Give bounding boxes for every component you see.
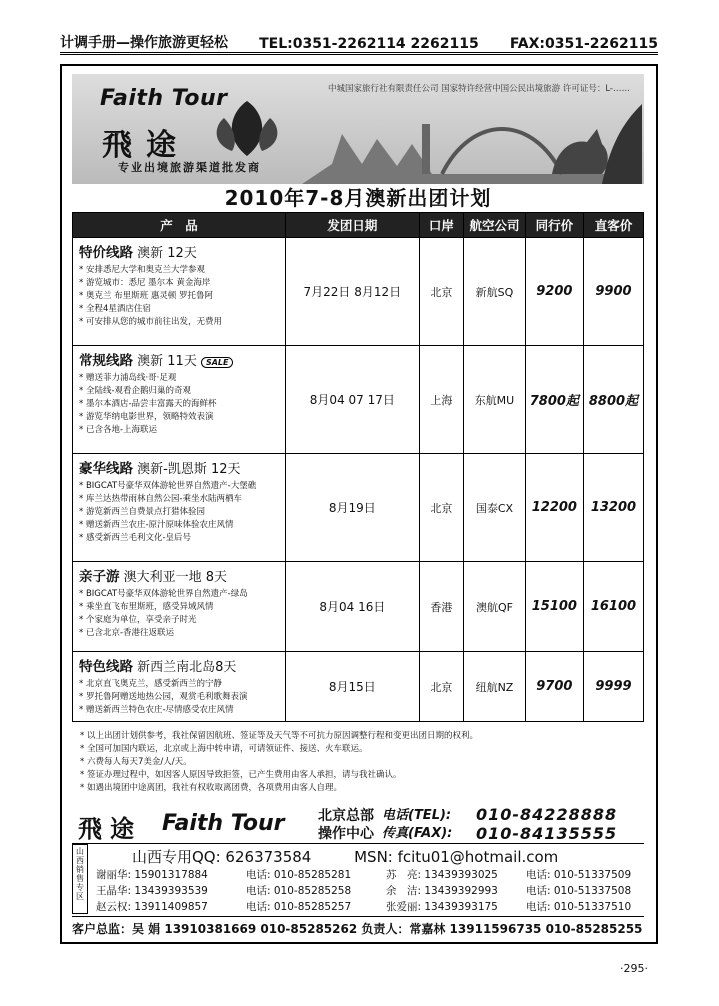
- feature-item: * 已含北京-香港往返联运: [79, 627, 279, 640]
- port: 香港: [419, 562, 464, 652]
- tour-plan-table: [72, 212, 644, 722]
- col-dates: 发团日期: [286, 213, 419, 238]
- table-row: [73, 652, 644, 722]
- staff-row: [96, 866, 644, 882]
- note-item: * 六费每人每天7美金/人/天。: [80, 756, 640, 769]
- banner: [72, 74, 644, 184]
- route-tag: 特价线路: [79, 245, 133, 261]
- product-cell: [73, 238, 286, 346]
- airline: 国泰CX: [464, 454, 526, 562]
- staff-phone: 电话: 010-51337509: [526, 868, 632, 881]
- ops-label: 操作中心: [318, 826, 374, 842]
- footer-tel: 010-84228888: [476, 805, 618, 824]
- port: 北京: [419, 238, 464, 346]
- tel-label: 电话(TEL):: [382, 808, 452, 823]
- retail-price: 13200: [583, 454, 643, 562]
- note-item: * 签证办理过程中，如因客人原因导致拒签，已产生费用由客人承担，请与我社确认。: [80, 769, 640, 782]
- msn-label: MSN: fcitu01@hotmail.com: [354, 848, 559, 866]
- feature-item: * 乘坐直飞布里斯班，感受异域风情: [79, 601, 279, 614]
- port: 上海: [419, 346, 464, 454]
- footer-fax: 010-84135555: [476, 824, 618, 843]
- feature-item: * 已含各地-上海联运: [79, 424, 279, 437]
- port: 北京: [419, 652, 464, 722]
- staff-list: [96, 866, 644, 914]
- leaf-logo-icon: [212, 96, 282, 166]
- col-airline: 航空公司: [464, 213, 526, 238]
- product-cell: [73, 652, 286, 722]
- staff-mobile: 赵云权: 13911409857: [96, 900, 208, 913]
- page-number: ·295·: [620, 962, 648, 975]
- departure-dates: 8月15日: [286, 652, 419, 722]
- fax-label: 传真(FAX):: [382, 826, 453, 841]
- table-header-row: [73, 213, 644, 238]
- retail-price: 9900: [583, 238, 643, 346]
- staff-phone: 电话: 010-51337508: [526, 884, 632, 897]
- feature-item: * 赠送新西兰特色农庄-尽情感受农庄风情: [79, 704, 279, 717]
- staff-row: [96, 882, 644, 898]
- staff-mobile: 张爱丽: 13439393175: [386, 900, 498, 913]
- header-fax: FAX:0351-2262115: [509, 36, 658, 52]
- footer-logo-cn: 飛途: [78, 814, 142, 843]
- qq-label: 山西专用QQ: 626373584: [132, 848, 312, 866]
- feature-item: * 个家庭为单位，享受亲子时光: [79, 614, 279, 627]
- logo-en: Faith Tour: [100, 86, 228, 111]
- feature-item: * 罗托鲁阿赠送地热公园，观赏毛利歌舞表演: [79, 691, 279, 704]
- footer-dept-labels: [318, 807, 374, 843]
- sydney-skyline-icon: [302, 94, 642, 184]
- route-name: 新西兰南北岛8天: [137, 660, 237, 675]
- feature-item: * 全程4星酒店住宿: [79, 303, 279, 316]
- feature-item: * BIGCAT号豪华双体游轮世界自然遗产-大堡礁: [79, 480, 279, 493]
- table-row: [73, 454, 644, 562]
- feature-item: * 库兰达热带雨林自然公园-乘坐水陆两栖车: [79, 493, 279, 506]
- departure-dates: 8月04 07 17日: [286, 346, 419, 454]
- feature-item: * 可安排从您的城市前往出发，无费用: [79, 316, 279, 329]
- route-tag: 特色线路: [79, 659, 133, 675]
- route-name: 澳大利亚一地 8天: [123, 570, 228, 585]
- note-item: * 以上出团计划供参考，我社保留因航班、签证等及天气等不可抗力原因调整行程和变更出团日期的权利。: [80, 730, 640, 743]
- departure-dates: 8月04 16日: [286, 562, 419, 652]
- retail-price: 16100: [583, 562, 643, 652]
- page-title: 2010年7-8月澳新出团计划: [224, 186, 492, 210]
- staff-mobile: 王晶华: 13439393539: [96, 884, 208, 897]
- route-tag: 常规线路: [79, 353, 133, 369]
- peer-price: 7800起: [525, 346, 583, 454]
- route-name: 澳新 12天: [137, 246, 197, 261]
- feature-item: * BIGCAT号豪华双体游轮世界自然遗产-绿岛: [79, 588, 279, 601]
- feature-item: * 北京直飞奥克兰，感受新西兰的宁静: [79, 678, 279, 691]
- product-cell: [73, 562, 286, 652]
- col-retail-price: 直客价: [583, 213, 643, 238]
- page-header: [60, 30, 658, 55]
- col-product: 产 品: [73, 213, 286, 238]
- tagline: 专业出境旅游渠道批发商: [118, 161, 261, 174]
- retail-price: 9999: [583, 652, 643, 722]
- header-slogan: 计调手册—操作旅游更轻松: [60, 35, 228, 51]
- peer-price: 12200: [525, 454, 583, 562]
- route-name: 澳新-凯恩斯 12天: [137, 462, 241, 477]
- feature-item: * 游览新西兰自费景点打猎体验园: [79, 506, 279, 519]
- staff-row: [96, 898, 644, 914]
- logo-cn: 飛途: [102, 128, 190, 163]
- contact-box: [72, 843, 644, 914]
- staff-mobile: 余 洁: 13439392993: [386, 884, 498, 897]
- feature-item: * 游览城市：悉尼 墨尔本 黄金海岸: [79, 277, 279, 290]
- manager-line: 客户总监：吴 娟 13910381669 010-85285262 负责人：常嘉林 13911596735 010-85285255: [72, 916, 644, 939]
- sale-badge: SALE: [201, 357, 234, 368]
- col-peer-price: 同行价: [525, 213, 583, 238]
- departure-dates: 7月22日 8月12日: [286, 238, 419, 346]
- airline: 新航SQ: [464, 238, 526, 346]
- feature-item: * 全陆线-观看企鹅归巢的奇观: [79, 385, 279, 398]
- product-cell: [73, 454, 286, 562]
- banner-cert: 中城国家旅行社有限责任公司 国家特许经营中国公民出境旅游 许可证号：L-……: [327, 84, 630, 94]
- departure-dates: 8月19日: [286, 454, 419, 562]
- col-port: 口岸: [419, 213, 464, 238]
- feature-item: * 游览华纳电影世界，领略特效表演: [79, 411, 279, 424]
- staff-phone: 电话: 010-85285281: [246, 868, 352, 881]
- table-row: [73, 238, 644, 346]
- feature-item: * 赠送菲力浦岛线·哥·足观: [79, 372, 279, 385]
- footer-logo-en: Faith Tour: [162, 811, 285, 836]
- peer-price: 9200: [525, 238, 583, 346]
- feature-item: * 安排悉尼大学和奥克兰大学参观: [79, 264, 279, 277]
- vertical-label: 山西销售专区: [72, 844, 88, 914]
- hq-label: 北京总部: [318, 808, 374, 824]
- header-tel: TEL:0351-2262114 2262115: [259, 36, 479, 52]
- feature-item: * 赠送新西兰农庄-原汁原味体验农庄风情: [79, 519, 279, 532]
- staff-phone: 电话: 010-85285257: [246, 900, 352, 913]
- staff-phone: 电话: 010-85285258: [246, 884, 352, 897]
- feature-item: * 感受新西兰毛利文化-皇后号: [79, 532, 279, 545]
- note-item: * 全国可加国内联运，北京或上海中转申请，可请领证件、接送、火车联运。: [80, 743, 640, 756]
- footer-numbers: [476, 805, 617, 843]
- staff-phone: 电话: 010-51337510: [526, 900, 632, 913]
- qq-msn-line: [132, 846, 558, 867]
- peer-price: 9700: [525, 652, 583, 722]
- port: 北京: [419, 454, 464, 562]
- footer-contact-labels: [382, 807, 452, 843]
- peer-price: 15100: [525, 562, 583, 652]
- airline: 东航MU: [464, 346, 526, 454]
- route-tag: 豪华线路: [79, 461, 133, 477]
- table-row: [73, 346, 644, 454]
- airline: 澳航QF: [464, 562, 526, 652]
- retail-price: 8800起: [583, 346, 643, 454]
- footer-brand: [72, 805, 644, 843]
- airline: 纽航NZ: [464, 652, 526, 722]
- table-row: [73, 562, 644, 652]
- route-name: 澳新 11天: [137, 354, 197, 369]
- route-tag: 亲子游: [79, 569, 120, 585]
- notes: [80, 730, 640, 795]
- feature-item: * 墨尔本酒店-品尝丰富露天的海鲜杯: [79, 398, 279, 411]
- feature-item: * 奥克兰 布里斯班 惠灵顿 罗托鲁阿: [79, 290, 279, 303]
- staff-mobile: 苏 亮: 13439393025: [386, 868, 498, 881]
- product-cell: [73, 346, 286, 454]
- note-item: * 如遇出境团中途离团，我社有权收取离团费，各项费用由客人自理。: [80, 782, 640, 795]
- staff-mobile: 谢丽华: 15901317884: [96, 868, 208, 881]
